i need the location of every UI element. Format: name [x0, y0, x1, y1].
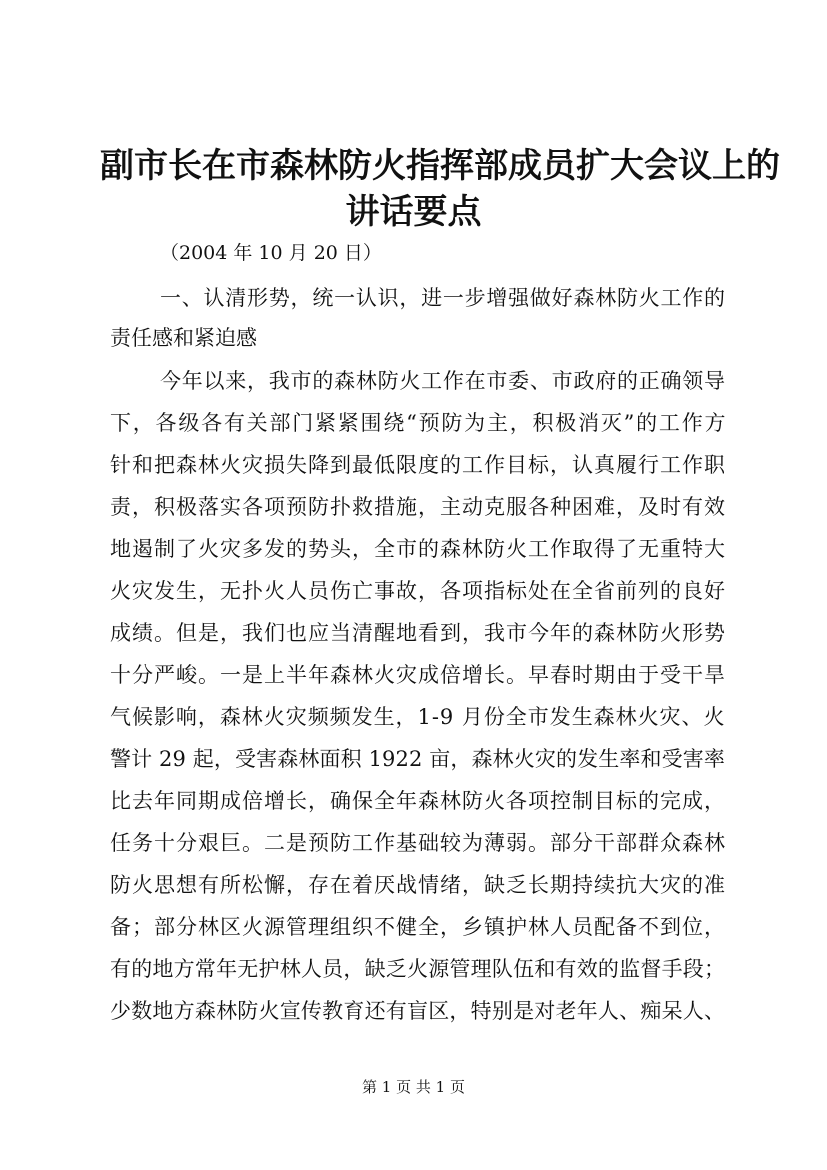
body-text-line: 有的地方常年无护林人员，缺乏火源管理队伍和有效的监督手段；: [110, 957, 726, 981]
document-date: （2004 年 10 月 20 日）: [160, 242, 382, 264]
body-text-line: 气候影响，森林火灾频频发生，1-9 月份全市发生森林火灾、火: [110, 705, 726, 729]
section-heading-line: 责任感和紧迫感: [110, 326, 257, 350]
body-text-line: 责，积极落实各项预防扑救措施，主动克服各种困难，及时有效: [110, 495, 726, 519]
body-text-line: 地遏制了火灾多发的势头，全市的森林防火工作取得了无重特大: [110, 537, 726, 561]
body-text-line: 十分严峻。一是上半年森林火灾成倍增长。早春时期由于受干旱: [110, 663, 726, 687]
body-text-line: 针和把森林火灾损失降到最低限度的工作目标，认真履行工作职: [110, 453, 726, 477]
body-text-line: 成绩。但是，我们也应当清醒地看到，我市今年的森林防火形势: [110, 621, 726, 645]
body-text-line: 备；部分林区火源管理组织不健全，乡镇护林人员配备不到位，: [110, 915, 726, 939]
body-text-line: 今年以来，我市的森林防火工作在市委、市政府的正确领导: [160, 369, 726, 393]
body-text-line: 少数地方森林防火宣传教育还有盲区，特别是对老年人、痴呆人、: [110, 999, 726, 1023]
body-text-line: 下，各级各有关部门紧紧围绕“预防为主，积极消灭”的工作方: [110, 411, 728, 435]
body-text-line: 比去年同期成倍增长，确保全年森林防火各项控制目标的完成，: [110, 789, 726, 813]
body-text-line: 警计 29 起，受害森林面积 1922 亩，森林火灾的发生率和受害率: [110, 747, 725, 771]
body-text-line: 任务十分艰巨。二是预防工作基础较为薄弱。部分干部群众森林: [110, 831, 726, 855]
section-heading-line: 一、认清形势，统一认识，进一步增强做好森林防火工作的: [160, 286, 726, 310]
page-footer: 第 1 页 共 1 页: [362, 1078, 465, 1096]
body-text-line: 防火思想有所松懈，存在着厌战情绪，缺乏长期持续抗大灾的准: [110, 873, 726, 897]
document-title-line-1: 副市长在市森林防火指挥部成员扩大会议上的: [100, 146, 780, 186]
document-title-line-2: 讲话要点: [345, 192, 482, 232]
body-text-line: 火灾发生，无扑火人员伤亡事故，各项指标处在全省前列的良好: [110, 579, 726, 603]
